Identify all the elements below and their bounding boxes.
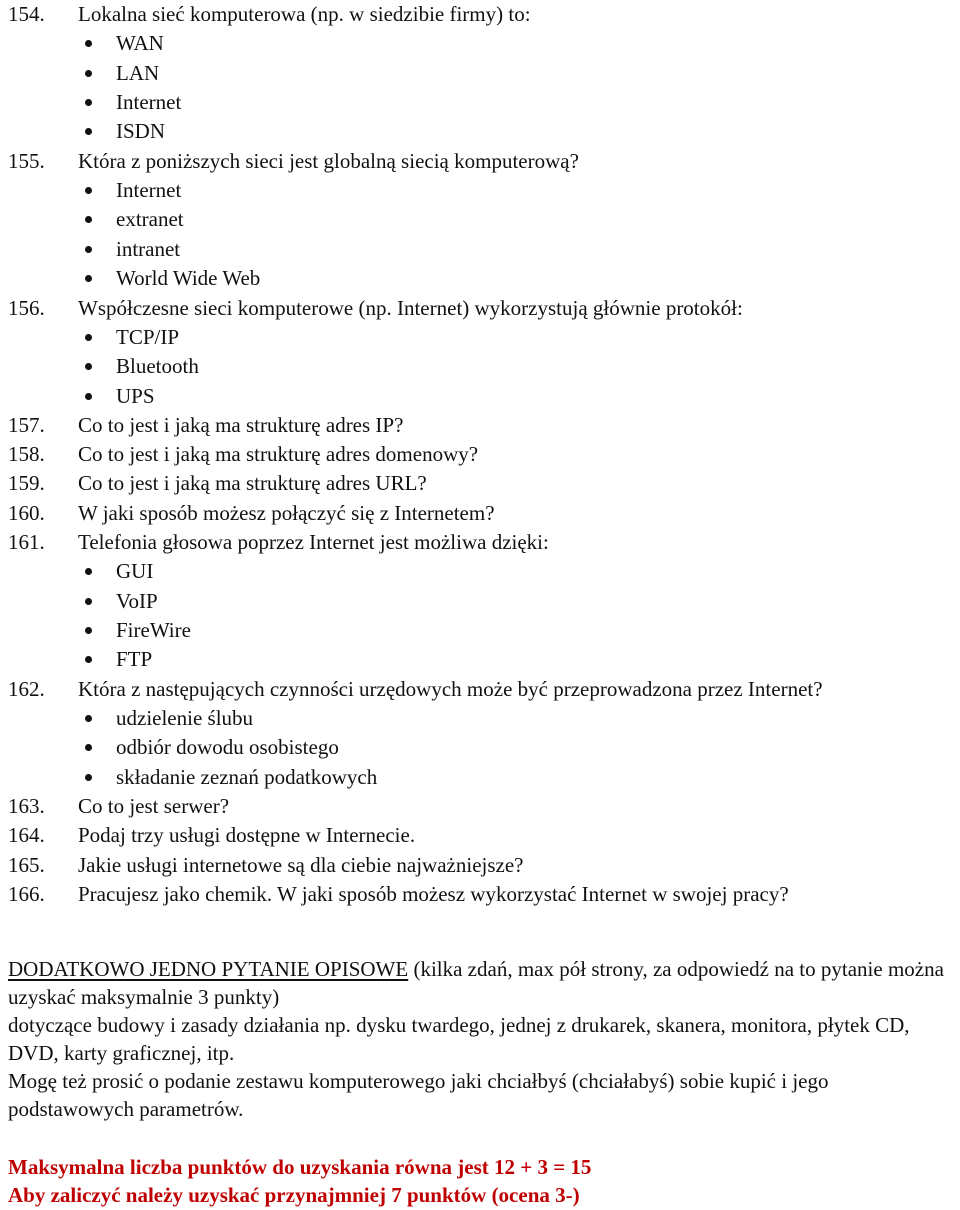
- question-number: 160.: [8, 500, 45, 525]
- bullet-icon: [85, 334, 92, 341]
- question-text: Podaj trzy usługi dostępne w Internecie.: [78, 823, 416, 848]
- answer-option: FireWire: [8, 616, 953, 645]
- question-text: Co to jest i jaką ma strukturę adres IP?: [78, 413, 404, 438]
- answer-option: extranet: [8, 205, 953, 234]
- question-159: [8, 469, 953, 498]
- answer-option: FTP: [8, 645, 953, 674]
- answer-option: intranet: [8, 235, 953, 264]
- question-number: 163.: [8, 794, 45, 819]
- bullet-icon: [85, 715, 92, 722]
- answer-option: TCP/IP: [8, 323, 953, 352]
- question-165: [8, 851, 953, 880]
- max-points-text: Maksymalna liczba punktów do uzyskania równa jest 12 + 3 = 15: [8, 1155, 592, 1179]
- answer-options: [8, 704, 953, 792]
- question-number: 159.: [8, 471, 45, 496]
- extra-question-intro: [8, 955, 956, 1011]
- answer-option: odbiór dowodu osobistego: [8, 733, 953, 762]
- question-text: Która z następujących czynności urzędowych może być przeprowadzona przez Internet?: [78, 676, 823, 701]
- question-text: W jaki sposób możesz połączyć się z Internetem?: [78, 500, 495, 525]
- answer-option: UPS: [8, 382, 953, 411]
- bullet-icon: [85, 99, 92, 106]
- answer-option: LAN: [8, 59, 953, 88]
- bullet-icon: [85, 128, 92, 135]
- question-text: Współczesne sieci komputerowe (np. Internet) wykorzystują głównie protokół:: [78, 295, 743, 320]
- question-154: [8, 0, 953, 147]
- question-number: 158.: [8, 442, 45, 467]
- question-text: Lokalna sieć komputerowa (np. w siedzibie firmy) to:: [78, 2, 531, 26]
- question-number: 155.: [8, 148, 45, 173]
- question-number: 164.: [8, 823, 45, 848]
- answer-option: World Wide Web: [8, 264, 953, 293]
- scoring-summary: [8, 1153, 956, 1209]
- question-155: [8, 147, 953, 294]
- question-text: Telefonia głosowa poprzez Internet jest możliwa dzięki:: [78, 529, 549, 554]
- question-164: [8, 821, 953, 850]
- answer-option: VoIP: [8, 587, 953, 616]
- bullet-icon: [85, 393, 92, 400]
- question-text: Co to jest serwer?: [78, 794, 230, 819]
- pass-requirement-text: Aby zaliczyć należy uzyskać przynajmniej 7 punktów (ocena 3-): [8, 1183, 580, 1207]
- bullet-icon: [85, 187, 92, 194]
- question-157: [8, 411, 953, 440]
- question-text: Pracujesz jako chemik. W jaki sposób możesz wykorzystać Internet w swojej pracy?: [78, 881, 789, 906]
- answer-option: GUI: [8, 557, 953, 586]
- question-number: 156.: [8, 295, 45, 320]
- bullet-icon: [85, 598, 92, 605]
- bullet-icon: [85, 656, 92, 663]
- question-number: 165.: [8, 852, 45, 877]
- extra-question-note: (kilka zdań, max pół strony, za odpowiedź na to pytanie można uzyskać maksymalnie 3 punkty): [8, 957, 944, 1009]
- answer-options: [8, 176, 953, 294]
- bullet-icon: [85, 774, 92, 781]
- answer-options: [8, 557, 953, 675]
- bullet-icon: [85, 216, 92, 223]
- bullet-icon: [85, 275, 92, 282]
- question-162: [8, 675, 953, 792]
- answer-options: [8, 29, 953, 147]
- answer-option: WAN: [8, 29, 953, 58]
- extra-question-alternative: Mogę też prosić o podanie zestawu komputerowego jaki chciałbyś (chciałabyś) sobie kupić i jego podstawowych parametrów.: [8, 1069, 829, 1121]
- extra-question-heading: DODATKOWO JEDNO PYTANIE OPISOWE: [8, 957, 409, 981]
- bullet-icon: [85, 744, 92, 751]
- answer-option: składanie zeznań podatkowych: [8, 763, 953, 792]
- question-166: [8, 880, 953, 909]
- answer-option: Internet: [8, 176, 953, 205]
- question-number: 154.: [8, 2, 45, 26]
- question-161: [8, 528, 953, 675]
- question-text: Co to jest i jaką ma strukturę adres domenowy?: [78, 442, 479, 467]
- question-text: Która z poniższych sieci jest globalną siecią komputerową?: [78, 148, 579, 173]
- extra-question-section: [8, 955, 956, 1123]
- bullet-icon: [85, 627, 92, 634]
- question-number: 162.: [8, 676, 45, 701]
- question-158: [8, 440, 953, 469]
- answer-option: ISDN: [8, 117, 953, 146]
- question-number: 161.: [8, 529, 45, 554]
- question-number: 166.: [8, 881, 45, 906]
- bullet-icon: [85, 70, 92, 77]
- bullet-icon: [85, 246, 92, 253]
- answer-option: Internet: [8, 88, 953, 117]
- answer-option: udzielenie ślubu: [8, 704, 953, 733]
- bullet-icon: [85, 363, 92, 370]
- answer-options: [8, 323, 953, 411]
- question-160: [8, 499, 953, 528]
- bullet-icon: [85, 40, 92, 47]
- questions-list: [8, 0, 953, 909]
- extra-question-topic: dotyczące budowy i zasady działania np. dysku twardego, jednej z drukarek, skanera, monitora, płytek CD, DVD, karty graficznej, itp.: [8, 1013, 910, 1065]
- question-156: [8, 294, 953, 411]
- question-text: Co to jest i jaką ma strukturę adres URL?: [78, 471, 427, 496]
- question-number: 157.: [8, 413, 45, 438]
- question-163: [8, 792, 953, 821]
- question-text: Jakie usługi internetowe są dla ciebie najważniejsze?: [78, 852, 524, 877]
- bullet-icon: [85, 568, 92, 575]
- answer-option: Bluetooth: [8, 352, 953, 381]
